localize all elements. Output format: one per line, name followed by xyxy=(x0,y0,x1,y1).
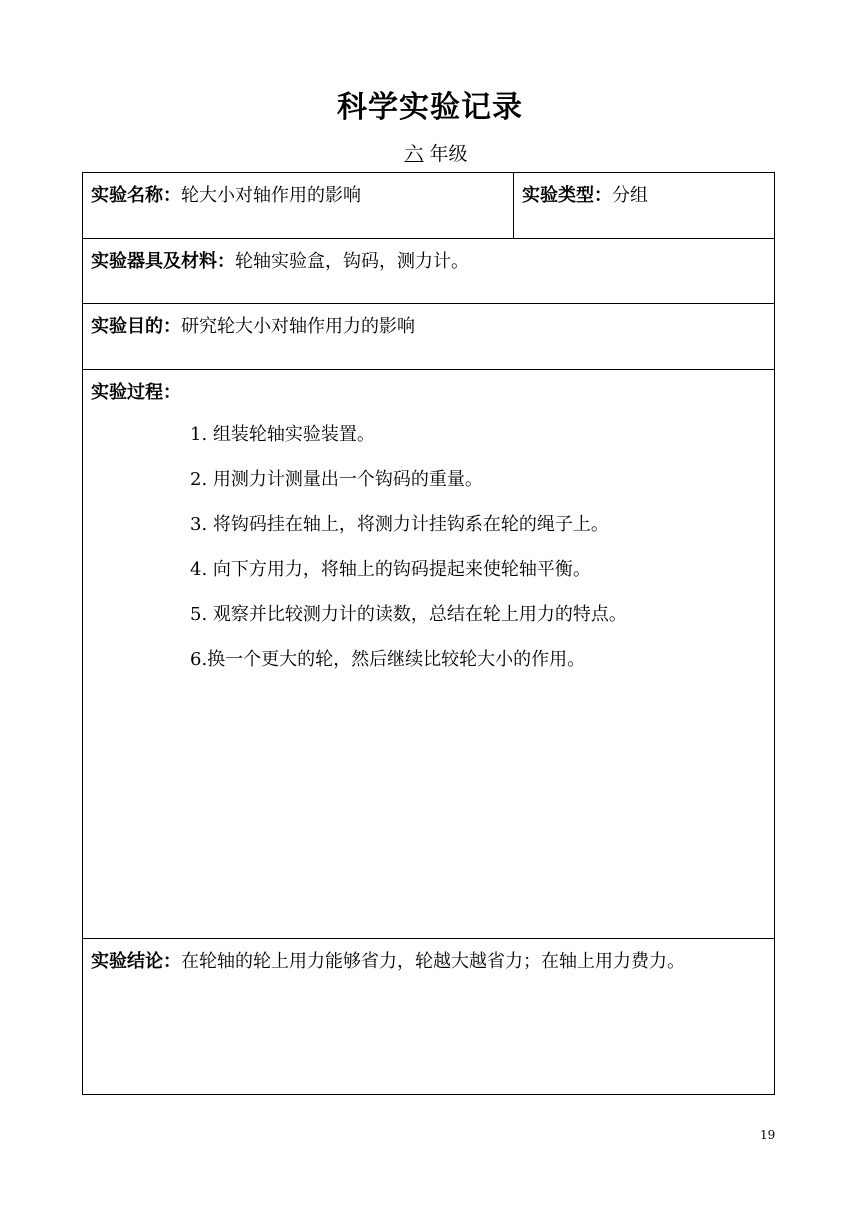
experiment-name-label: 实验名称： xyxy=(91,185,181,206)
experiment-type-value: 分组 xyxy=(612,185,648,206)
process-step: 6.换一个更大的轮，然后继续比较轮大小的作用。 xyxy=(190,649,586,670)
process-label: 实验过程： xyxy=(91,382,181,403)
purpose-row xyxy=(83,304,775,370)
page-title: 科学实验记录 xyxy=(337,90,523,125)
conclusion-value: 在轮轴的轮上用力能够省力，轮越大越省力；在轴上用力费力。 xyxy=(181,951,685,972)
conclusion-row xyxy=(83,939,775,1095)
process-step: 2. 用测力计测量出一个钩码的重量。 xyxy=(190,469,483,490)
materials-label: 实验器具及材料： xyxy=(91,251,235,272)
page-number: 19 xyxy=(760,1128,776,1142)
conclusion-cell xyxy=(83,939,775,1095)
experiment-name-value: 轮大小对轴作用的影响 xyxy=(181,185,361,206)
grade-value: 六 xyxy=(404,143,424,165)
purpose-cell xyxy=(83,304,775,370)
record-table xyxy=(82,172,775,1095)
process-row xyxy=(83,370,775,939)
grade-suffix: 年级 xyxy=(429,143,468,165)
process-cell xyxy=(83,370,775,939)
conclusion-label: 实验结论： xyxy=(91,951,181,972)
name-row xyxy=(83,173,775,239)
grade-line xyxy=(0,139,860,166)
materials-cell xyxy=(83,239,775,304)
experiment-type-cell xyxy=(514,173,775,239)
materials-row xyxy=(83,239,775,304)
process-step: 3. 将钩码挂在轴上，将测力计挂钩系在轮的绳子上。 xyxy=(190,514,609,535)
experiment-type-label: 实验类型： xyxy=(522,185,612,206)
purpose-value: 研究轮大小对轴作用力的影响 xyxy=(181,316,415,337)
purpose-label: 实验目的： xyxy=(91,316,181,337)
materials-value: 轮轴实验盒，钩码，测力计。 xyxy=(235,251,469,272)
experiment-name-cell xyxy=(83,173,514,239)
process-step: 1. 组装轮轴实验装置。 xyxy=(190,424,375,445)
process-steps-list xyxy=(190,422,774,692)
process-step: 4. 向下方用力，将轴上的钩码提起来使轮轴平衡。 xyxy=(190,559,591,580)
process-step: 5. 观察并比较测力计的读数，总结在轮上用力的特点。 xyxy=(190,604,627,625)
